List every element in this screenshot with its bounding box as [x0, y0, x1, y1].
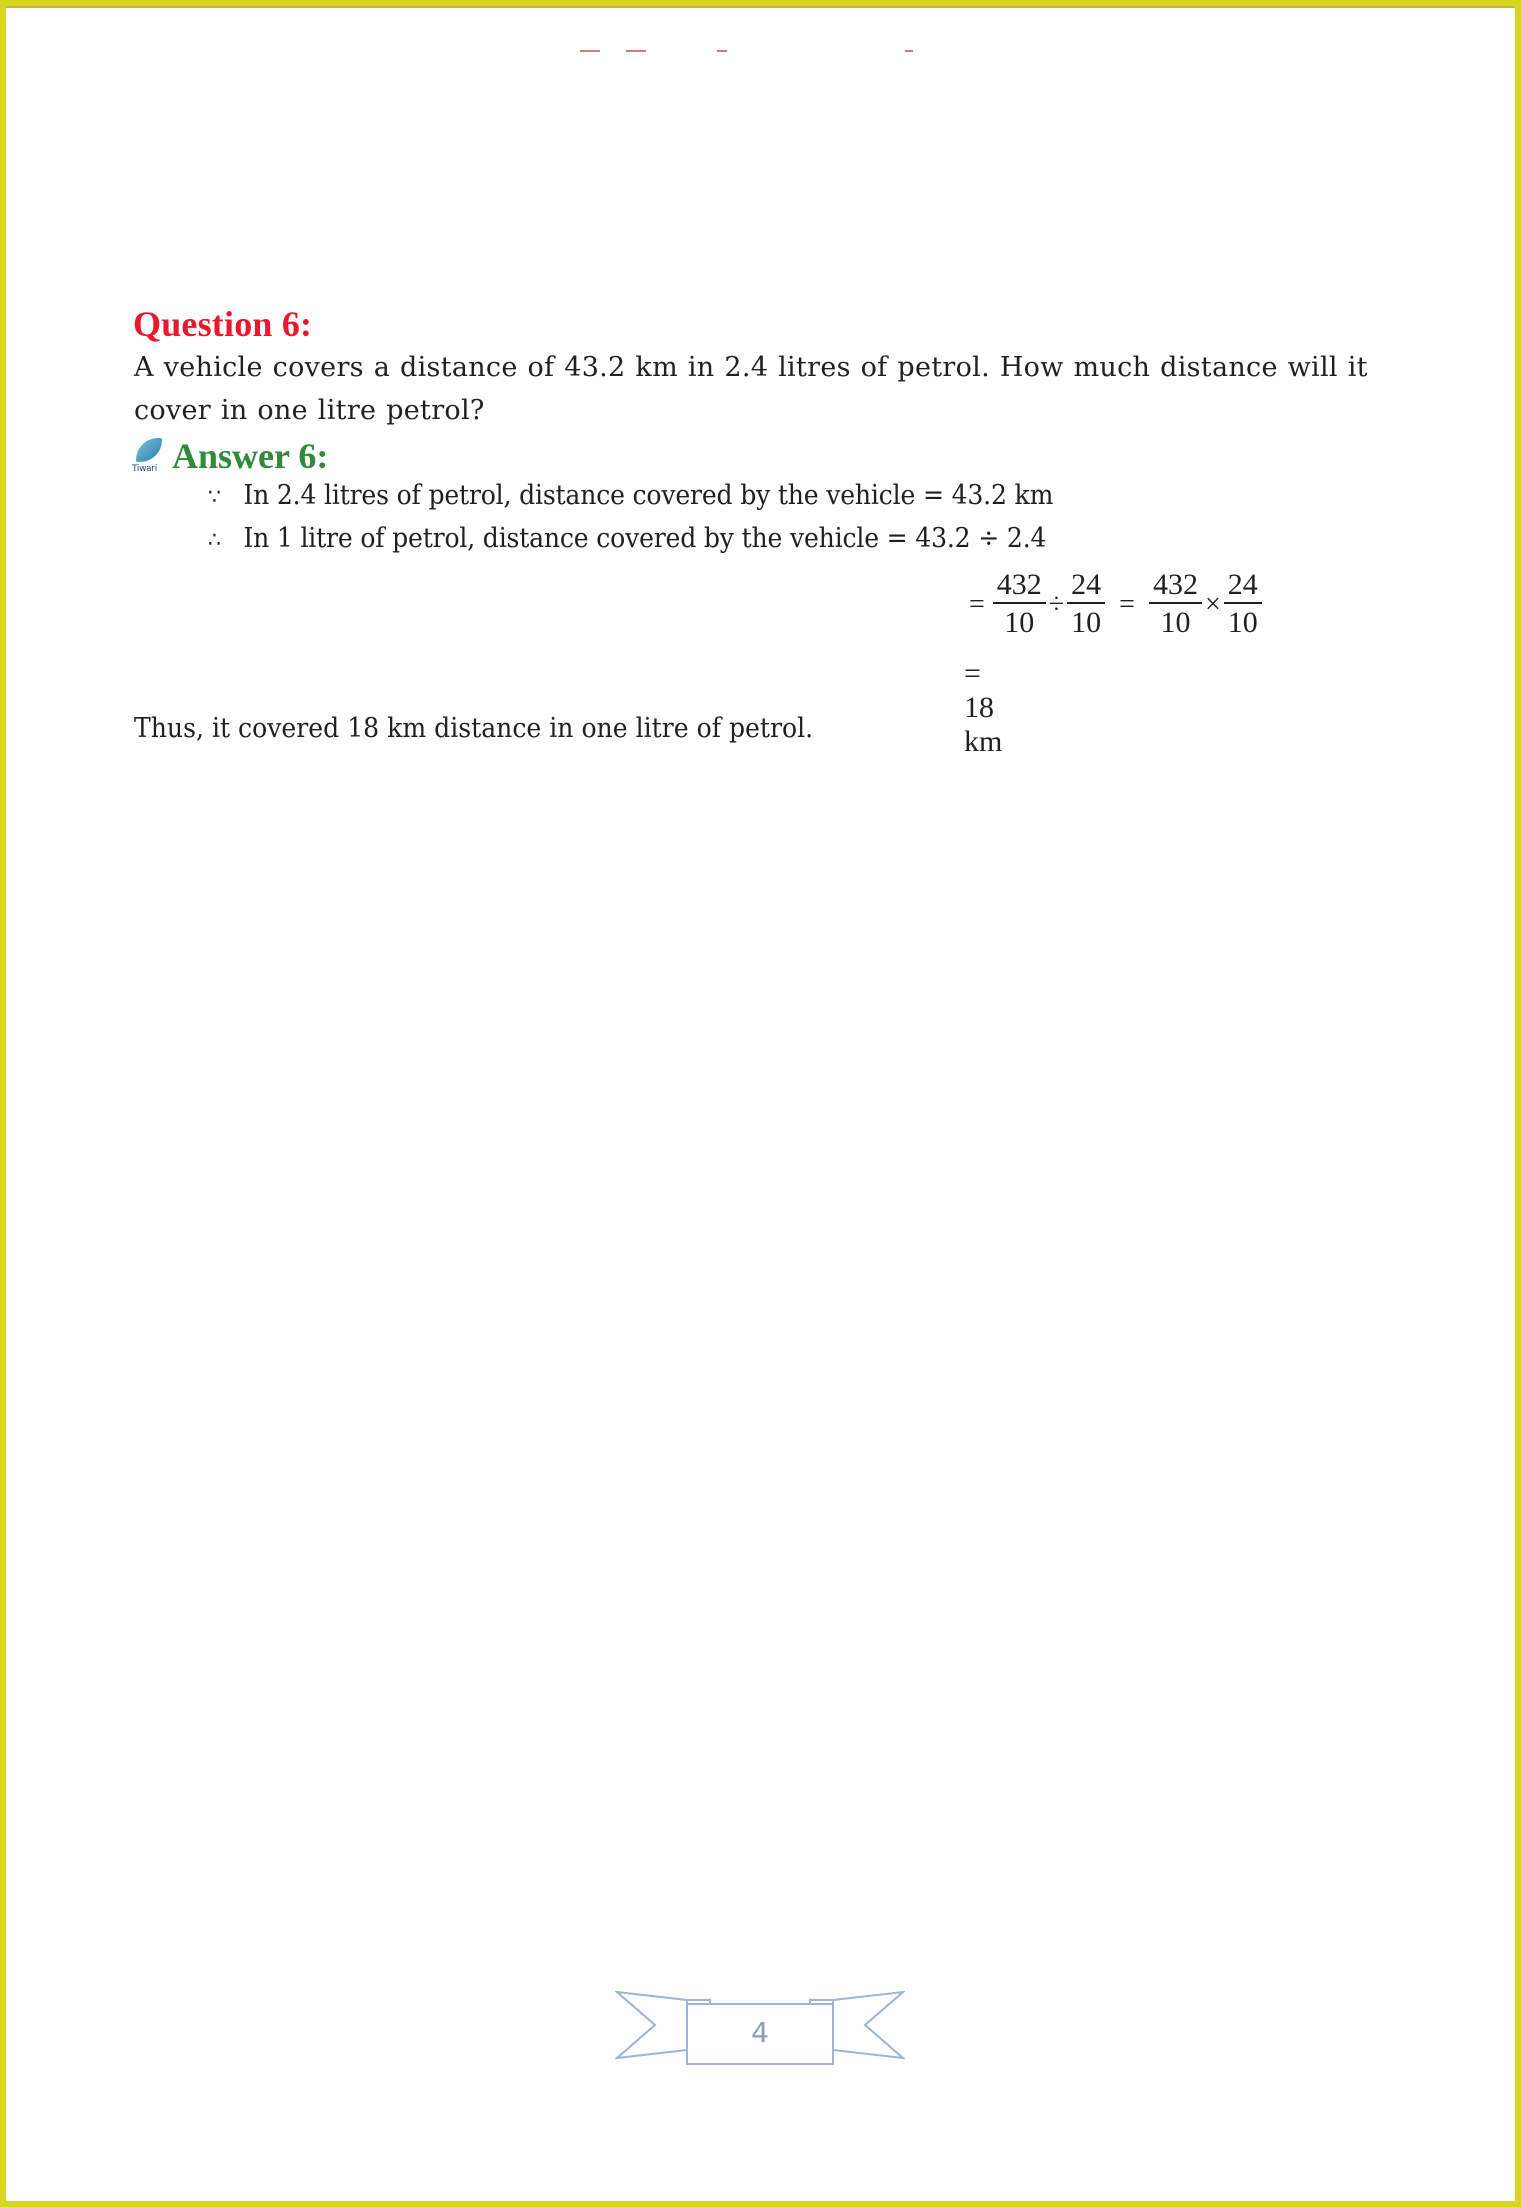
fraction	[1224, 568, 1262, 642]
equals-sign: =	[1119, 589, 1135, 620]
divide-sign: ÷	[1048, 589, 1065, 620]
fraction	[1149, 568, 1202, 642]
page-number-banner	[615, 1990, 905, 2070]
multiply-sign: ×	[1204, 589, 1221, 620]
page-number: 4	[751, 2016, 769, 2049]
leaf-shape	[136, 438, 162, 462]
denominator: 10	[1071, 606, 1102, 639]
conclusion-text: Thus, it covered 18 km distance in one litre of petrol.	[134, 713, 814, 744]
question-text: A vehicle covers a distance of 43.2 km in 2.4 litres of petrol. How much distance will it cover in one litre petrol?	[134, 352, 1368, 426]
denominator: 10	[1227, 606, 1258, 639]
therefore-symbol: ∴	[208, 528, 221, 553]
step-text: In 2.4 litres of petrol, distance covered by the vehicle = 43.2 km	[243, 480, 1054, 511]
solution-step-therefore	[208, 523, 1046, 554]
answer-title: Answer 6:	[172, 436, 329, 476]
because-symbol: ∵	[208, 485, 221, 510]
solution-step-because	[208, 480, 1053, 511]
fraction-equation	[963, 568, 1264, 642]
step-text: In 1 litre of petrol, distance covered by the vehicle = 43.2 ÷ 2.4	[243, 523, 1047, 554]
numerator: 24	[1071, 568, 1102, 601]
numerator: 432	[1152, 568, 1198, 601]
answer-header	[130, 434, 328, 474]
question-title: Question 6:	[133, 304, 313, 344]
equals-sign: =	[969, 589, 985, 620]
cut-off-heading-fragment	[560, 50, 920, 56]
leaf-logo-icon	[130, 438, 166, 474]
denominator: 10	[1160, 606, 1191, 639]
numerator: 432	[996, 568, 1042, 601]
denominator: 10	[1004, 606, 1035, 639]
fraction	[1067, 568, 1105, 642]
logo-text: Tiwari	[132, 464, 157, 474]
result-line: = 18 km	[964, 657, 1003, 758]
fraction	[993, 568, 1046, 642]
numerator: 24	[1227, 568, 1258, 601]
